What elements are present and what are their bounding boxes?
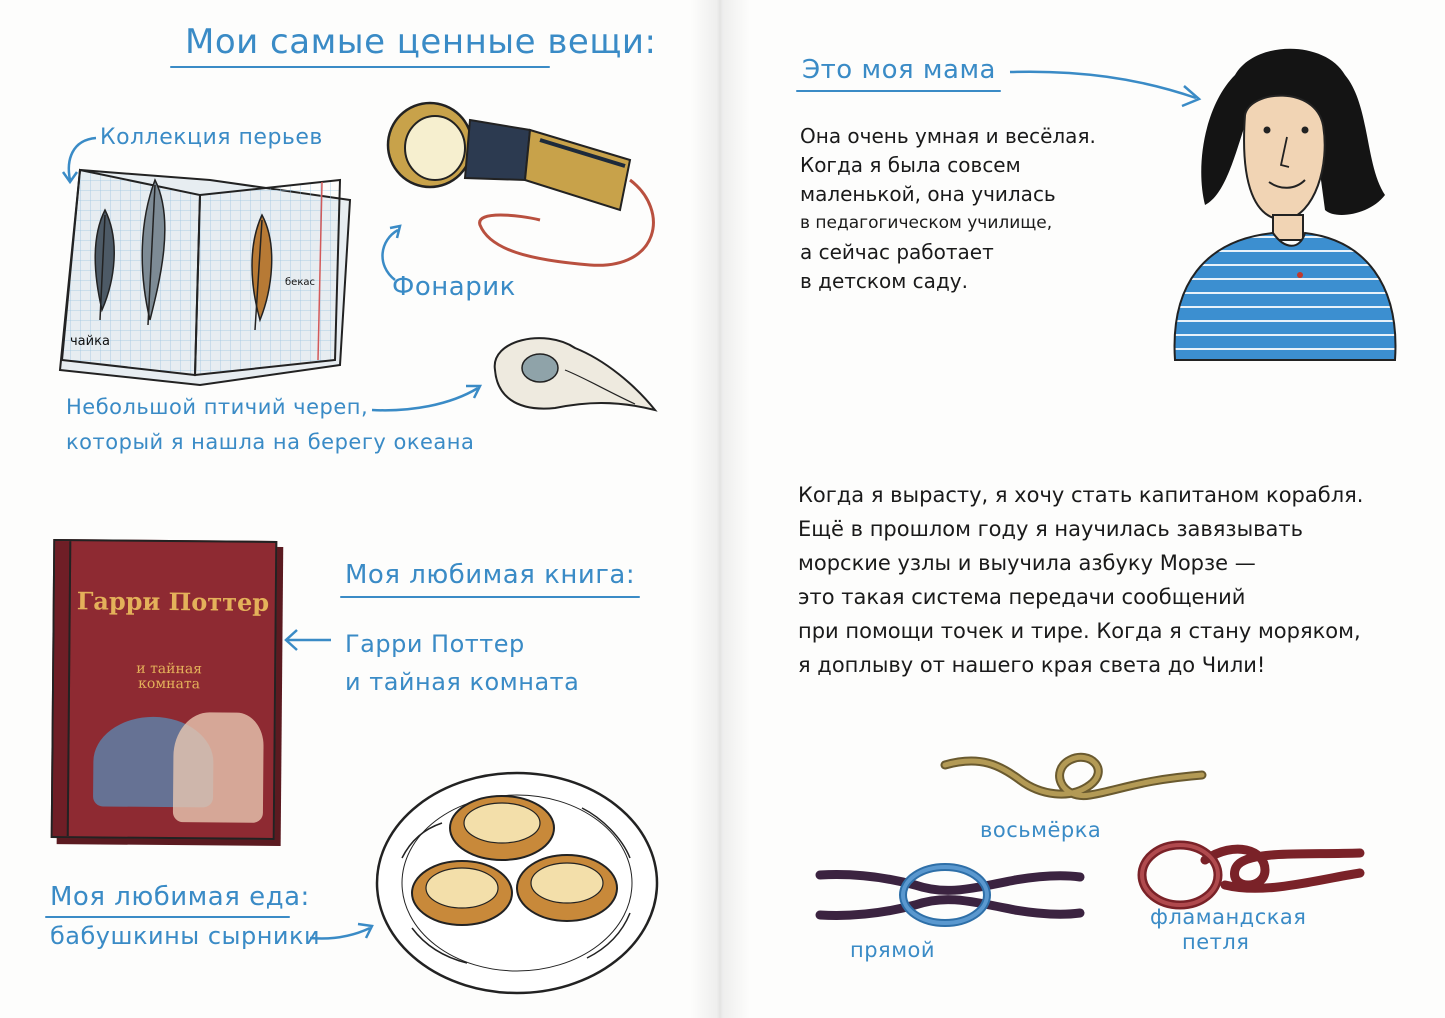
- square-knot-illustration: [815, 855, 1085, 945]
- harry-potter-book-illustration: [51, 539, 278, 840]
- book-cover-subtitle: и тайная комната: [136, 660, 203, 693]
- dream-text-line: это такая система передачи сообщений: [798, 585, 1246, 609]
- food-heading: Моя любимая еда:: [50, 882, 310, 912]
- feather-tag-1: чайка: [70, 334, 110, 349]
- mom-text-line: маленькой, она училась: [800, 182, 1056, 206]
- dream-text-line: Ещё в прошлом году я научилась завязывать: [798, 517, 1304, 541]
- mom-label-underline: [796, 90, 1001, 92]
- mom-label: Это моя мама: [802, 55, 996, 85]
- knot-2-label: прямой: [850, 938, 936, 962]
- mom-text-line: в педагогическом училище,: [800, 213, 1053, 233]
- book-heading: Моя любимая книга:: [345, 560, 636, 590]
- knot-3-label-line2: петля: [1182, 930, 1250, 954]
- mom-text-line: в детском саду.: [800, 269, 968, 293]
- book-title-line2: и тайная комната: [345, 668, 580, 696]
- book-title-line1: Гарри Поттер: [345, 630, 525, 658]
- mom-text-line: Когда я была совсем: [800, 153, 1021, 177]
- dream-text-line: я доплыву от нашего края света до Чили!: [798, 653, 1266, 677]
- arrow-icon-food: [308, 918, 376, 948]
- flashlight-label: Фонарик: [392, 272, 516, 302]
- mom-text-line: Она очень умная и весёлая.: [800, 124, 1096, 148]
- arrow-left-icon: [283, 628, 333, 652]
- skull-label-line2: который я нашла на берегу океана: [66, 430, 475, 454]
- flemish-loop-illustration: [1135, 825, 1365, 915]
- mom-text-line: а сейчас работает: [800, 240, 994, 264]
- food-heading-underline: [45, 916, 290, 918]
- mom-text: [800, 122, 1096, 296]
- food-name: бабушкины сырники: [50, 922, 321, 950]
- bird-skull-illustration: [485, 330, 665, 420]
- title-underline: [170, 66, 550, 68]
- feather-tag-2: бекас: [285, 277, 315, 288]
- arrow-icon: [370, 380, 485, 420]
- knot-1-label: восьмёрка: [980, 818, 1102, 842]
- dream-text-line: при помощи точек и тире. Когда я стану моряком,: [798, 619, 1361, 643]
- dream-text-line: морские узлы и выучила азбуку Морзе —: [798, 551, 1256, 575]
- book-cover-title: Гарри Поттер: [76, 586, 270, 617]
- dream-text-line: Когда я вырасту, я хочу стать капитаном корабля.: [798, 483, 1364, 507]
- dream-text: [798, 478, 1363, 682]
- flashlight-illustration: [380, 100, 680, 290]
- feather-book-illustration: [50, 160, 360, 390]
- feathers-label: Коллекция перьев: [100, 125, 323, 150]
- mom-portrait-illustration: [1165, 45, 1405, 365]
- page-title: Мои самые ценные вещи:: [185, 22, 657, 62]
- syrniki-plate-illustration: [372, 768, 662, 998]
- figure-eight-knot-illustration: [940, 745, 1210, 815]
- skull-label-line1: Небольшой птичий череп,: [66, 395, 369, 419]
- book-heading-underline: [340, 596, 640, 598]
- page-gutter: [690, 0, 750, 1018]
- knot-3-label-line1: фламандская: [1150, 905, 1307, 929]
